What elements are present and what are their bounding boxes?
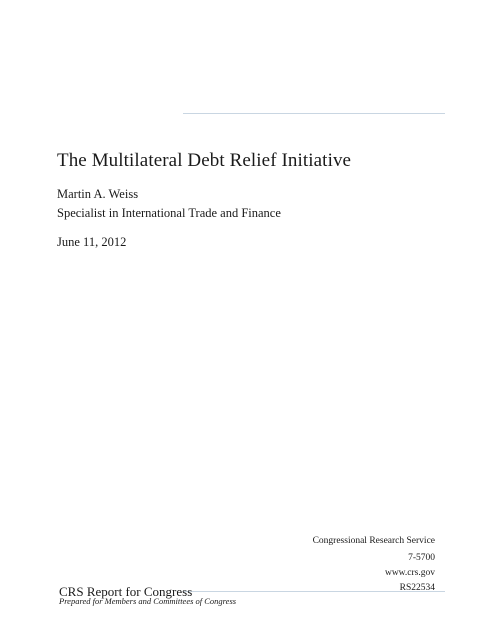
document-title: The Multilateral Debt Relief Initiative: [57, 150, 352, 171]
bottom-divider: [183, 591, 445, 592]
report-number: RS22534: [399, 583, 435, 593]
report-type-label: CRS Report for Congress: [59, 584, 193, 599]
publisher-name: Congressional Research Service: [312, 536, 435, 546]
publisher-block: [313, 534, 435, 596]
report-date: June 11, 2012: [57, 235, 127, 249]
author-name: Martin A. Weiss: [57, 187, 139, 201]
author-position: Specialist in International Trade and Finance: [57, 206, 281, 220]
top-divider: [183, 113, 445, 114]
report-audience-label: Prepared for Members and Committees of Congress: [59, 596, 237, 606]
publisher-phone: 7-5700: [408, 553, 435, 563]
publisher-website: www.crs.gov: [384, 568, 435, 578]
